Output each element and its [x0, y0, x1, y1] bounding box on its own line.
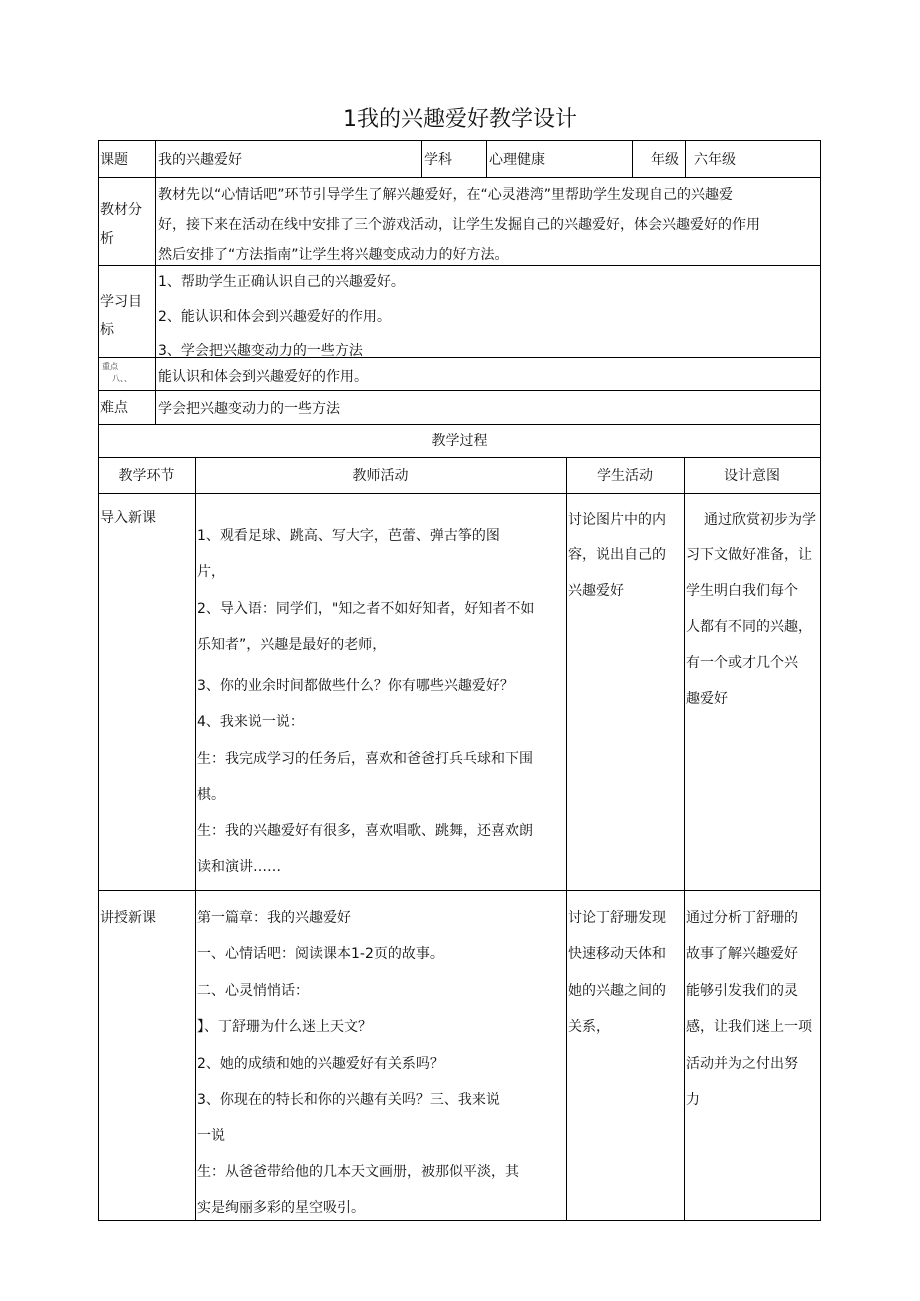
student-line: 快速移动天体和 — [568, 946, 666, 962]
teacher-line: 片， — [197, 564, 225, 580]
student-line: 讨论丁舒珊发现 — [568, 910, 666, 926]
intent-line: 通过欣赏初步为学 — [704, 512, 816, 528]
student-line: 兴趣爱好 — [568, 583, 624, 599]
analysis-line: 然后安排了“方法指南”让学生将兴趣变成动力的好方法。 — [158, 247, 509, 263]
course-label: 课题 — [100, 152, 128, 168]
teacher-line: 第一篇章：我的兴趣爱好 — [197, 910, 351, 926]
teacher-line: 2、导入语：同学们，"知之者不如好知者，好知者不如 — [197, 601, 535, 617]
course-value: 我的兴趣爱好 — [158, 152, 242, 168]
header-teacher: 教师活动 — [352, 468, 409, 484]
subject-label: 学科 — [424, 152, 452, 168]
goal-item: 1、帮助学生正确认识自己的兴趣爱好。 — [158, 274, 405, 290]
intent-line: 能够引发我们的灵 — [686, 983, 798, 999]
teacher-line: 】、丁舒珊为什么迷上天文？ — [197, 1019, 372, 1035]
goals-label-line2: 标 — [100, 322, 114, 338]
student-line: 关系， — [568, 1019, 610, 1035]
teacher-line: 读和演讲…… — [197, 859, 281, 875]
analysis-label-line1: 教材分 — [100, 202, 142, 218]
difficulty-value: 学会把兴趣变动力的一些方法 — [158, 401, 340, 417]
teacher-line: 4、我来说一说： — [197, 714, 304, 730]
teacher-line: 一、心情话吧：阅读课本1-2页的故事。 — [197, 946, 444, 962]
header-student: 学生活动 — [597, 468, 653, 484]
student-line: 容，说出自己的 — [568, 547, 666, 563]
teacher-line: 棋。 — [197, 787, 225, 803]
goal-item: 2、能认识和体会到兴趣爱好的作用。 — [158, 309, 391, 325]
stage-label: 导入新课 — [100, 510, 156, 526]
teacher-line: 1、观看足球、跳高、写大字，芭蕾、弹古筝的图 — [197, 528, 500, 544]
process-title: 教学过程 — [431, 433, 488, 449]
teacher-line: 2、她的成绩和她的兴趣爱好有关系吗？ — [197, 1056, 444, 1072]
header-stage: 教学环节 — [118, 468, 175, 484]
analysis-line: 好，接下来在活动在线中安排了三个游戏活动，让学生发掘自己的兴趣爱好，体会兴趣爱好的作用 — [158, 217, 760, 233]
analysis-label-line2: 析 — [100, 231, 114, 247]
intent-line: 活动并为之付出努 — [686, 1056, 798, 1072]
subject-value: 心理健康 — [489, 152, 545, 168]
intent-line: 通过分析丁舒珊的 — [686, 910, 798, 926]
teacher-line: 二、心灵悄悄话： — [197, 983, 309, 999]
intent-line: 故事了解兴趣爱好 — [686, 946, 798, 962]
header-intent: 设计意图 — [724, 468, 780, 484]
grade-label: 年级 — [651, 152, 679, 168]
teacher-line: 生：我的兴趣爱好有很多，喜欢唱歌、跳舞，还喜欢朗 — [197, 823, 533, 839]
intent-line: 习下文做好准备，让 — [686, 547, 812, 563]
stage-label: 讲授新课 — [100, 910, 156, 926]
goals-label-line1: 学习目 — [100, 294, 142, 310]
teacher-line: 一说 — [197, 1128, 225, 1144]
difficulty-label: 难点 — [100, 400, 128, 416]
teacher-line: 实是绚丽多彩的星空吸引。 — [197, 1200, 365, 1216]
key-label-line1: 重点 — [102, 362, 118, 371]
intent-line: 趣爱好 — [686, 691, 728, 707]
intent-line: 有一个或才几个兴 — [686, 655, 798, 671]
student-line: 讨论图片中的内 — [568, 512, 666, 528]
analysis-line: 教材先以“心情话吧”环节引导学生了解兴趣爱好，在“心灵港湾”里帮助学生发现自己的兴趣爱 — [158, 187, 734, 203]
key-label-line2: 八、、 — [112, 374, 132, 383]
intent-line: 学生明白我们每个 — [686, 583, 798, 599]
intent-line: 感，让我们迷上一项 — [686, 1019, 812, 1035]
teacher-line: 3、你现在的特长和你的兴趣有关吗？三、我来说 — [197, 1092, 500, 1108]
goal-item: 3、学会把兴趣变动力的一些方法 — [158, 343, 363, 359]
intent-line: 人都有不同的兴趣， — [686, 619, 812, 635]
page-title: 1我的兴趣爱好教学设计 — [343, 107, 577, 132]
student-line: 她的兴趣之间的 — [568, 983, 666, 999]
key-value: 能认识和体会到兴趣爱好的作用。 — [158, 369, 368, 385]
grade-value: 六年级 — [694, 152, 736, 168]
teacher-line: 生：我完成学习的任务后，喜欢和爸爸打兵乓球和下围 — [197, 751, 533, 767]
teacher-line: 3、你的业余时间都做些什么？你有哪些兴趣爱好？ — [197, 678, 514, 694]
intent-line: 力 — [686, 1092, 700, 1108]
teacher-line: 生：从爸爸带给他的几本天文画册，被那似平淡，其 — [197, 1164, 519, 1180]
teacher-line: 乐知者”，兴趣是最好的老师， — [197, 637, 387, 653]
